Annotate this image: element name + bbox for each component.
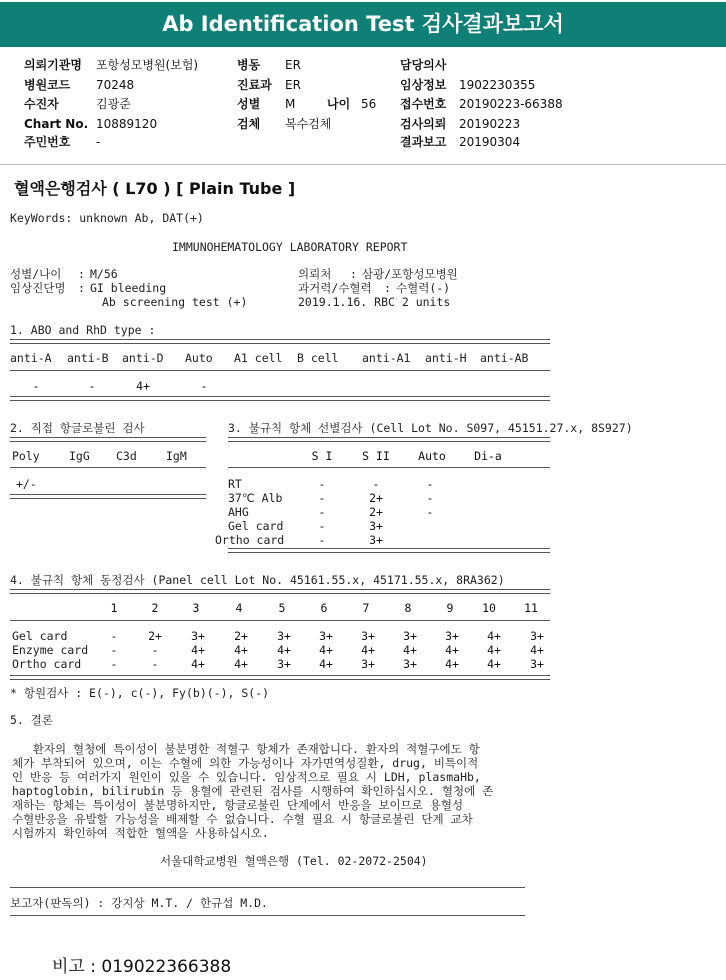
hospital-contact: 서울대학교병원 혈액은행 (Tel. 02-2072-2504) <box>160 854 428 868</box>
panel-value: 4+ <box>487 643 501 657</box>
screen-row-label: 37℃ Alb <box>228 491 283 505</box>
divider <box>228 467 550 468</box>
panel-value: 4+ <box>403 643 417 657</box>
diagnosis-label: 임상진단명 <box>10 281 66 295</box>
screen-value: 3+ <box>369 533 383 547</box>
screen-row-label: Ortho card <box>215 533 285 547</box>
divider <box>10 370 550 371</box>
header-value: 70248 <box>96 78 135 92</box>
divider <box>10 915 525 916</box>
panel-col: 9 <box>446 601 454 615</box>
panel-row-label: Ortho card <box>12 657 82 671</box>
divider <box>228 548 550 553</box>
header-label: 검체 <box>237 117 261 131</box>
screen-value: - <box>318 505 326 519</box>
report-banner: Ab Identification Test 검사결과보고서 <box>0 2 726 47</box>
history-label: 과거력/수혈력 <box>298 281 372 295</box>
screen-row-label: Gel card <box>228 519 284 533</box>
abo-col: anti-AB <box>480 351 529 365</box>
abo-col: B cell <box>297 351 339 365</box>
header-value: 김광준 <box>96 97 131 111</box>
panel-value: 3+ <box>361 657 375 671</box>
panel-value: 3+ <box>319 629 333 643</box>
panel-value: - <box>110 643 118 657</box>
conclusion-line: 재하는 항체는 특이성이 불분명하지만, 항글로불린 단계에서 반응을 보이므로 용혈성 <box>12 798 464 812</box>
panel-value: 4+ <box>191 657 205 671</box>
dat-col: Poly <box>12 449 40 463</box>
conclusion-line: 인 반응 등 여러가지 원인이 있을 수 있습니다. 임상적으로 필요 시 LDH, plasmaHb, <box>12 770 481 784</box>
abo-col: Auto <box>185 351 213 365</box>
panel-value: 4+ <box>530 643 544 657</box>
conclusion-line: 체가 부착되어 있으며, 이는 수혈에 의한 가능성이나 자가면역성질환, drug, 비특이적 <box>12 756 479 770</box>
abo-title: 1. ABO and RhD type : <box>10 323 156 337</box>
history-2: 2019.1.16. RBC 2 units <box>298 295 451 309</box>
divider <box>10 437 206 442</box>
header-value: 포항성모병원(보험) <box>96 58 199 72</box>
header-label: 임상정보 <box>400 78 447 92</box>
panel-value: - <box>151 643 159 657</box>
panel-col: 7 <box>362 601 370 615</box>
panel-col: 8 <box>404 601 412 615</box>
header-value: 56 <box>361 97 377 111</box>
header-label: 병원코드 <box>24 78 71 92</box>
panel-value: 4+ <box>319 643 333 657</box>
panel-value: - <box>151 657 159 671</box>
panel-col: 6 <box>320 601 328 615</box>
panel-col: 4 <box>235 601 243 615</box>
dat-value: +/- <box>16 477 37 491</box>
antigen-test: * 항원검사 : E(-), c(-), Fy(b)(-), S(-) <box>10 686 270 700</box>
panel-value: 3+ <box>277 657 291 671</box>
dat-col: C3d <box>116 449 137 463</box>
conclusion-title: 5. 결론 <box>10 713 53 727</box>
screen-value: 3+ <box>369 519 383 533</box>
screen-row-label: RT <box>228 477 242 491</box>
divider <box>10 396 550 401</box>
panel-value: 4+ <box>234 657 248 671</box>
panel-value: 4+ <box>319 657 333 671</box>
screen-value: - <box>426 505 434 519</box>
panel-col: 11 <box>524 601 538 615</box>
abo-col: A1 cell <box>234 351 283 365</box>
abo-value: - <box>88 379 96 393</box>
screen-value: 2+ <box>369 505 383 519</box>
screen-col: S I <box>311 449 333 463</box>
abo-value: - <box>200 379 208 393</box>
header-label: 진료과 <box>237 78 272 92</box>
panel-value: 3+ <box>403 629 417 643</box>
header-label: 나이 <box>327 97 351 111</box>
screen-value: - <box>318 491 326 505</box>
panel-value: - <box>110 629 118 643</box>
screen-value: - <box>426 491 434 505</box>
header-value: 20190223-66388 <box>459 97 563 111</box>
reporter: 보고자(판독의) : 강지상 M.T. / 한규섭 M.D. <box>10 896 268 910</box>
divider <box>228 437 550 442</box>
dat-col: IgM <box>166 449 187 463</box>
header-label: 성별 <box>237 97 261 111</box>
header-label: Chart No. <box>24 117 89 131</box>
panel-value: 2+ <box>148 629 162 643</box>
panel-value: 4+ <box>445 657 459 671</box>
header-label: 접수번호 <box>400 97 447 111</box>
header-value: ER <box>285 78 301 92</box>
panel-value: 4+ <box>191 643 205 657</box>
lab-report: KeyWords: unknown Ab, DAT(+) IMMUNOHEMATOLOGY LABORATORY REPORT 성별/나이 : M/56 임상진단명 : GI bleeding Ab screening test (+) 의뢰처 : 삼광/포항성모병원 과거력/수혈력 : 수혈력(-) 2019.1.16. RBC 2 units 1. ABO and RhD type : anti-A anti-B anti-D Auto A1 cell B cell anti-A1 anti-H anti-AB - - 4+ - 2. 직접 항글로불린 검사 Poly IgG C3d IgM +/- 3. 불규칙 항체 선별검사 (Cell Lot No. S097, 45151.27.x, 8S927) S I S II Auto Di-a RT - - - 37℃ Alb - 2+ - AHG - 2+ - Gel card - 3+ Ortho card - 3+ 4. 불규칙 항체 동정검사 (Panel cell Lot No. 45161.55.x, 45171.55.x, 8RA362) 1 2 3 4 5 6 7 8 9 10 11 Gel card - 2+ 3+ 2+ 3+ 3+ 3+ 3+ 3+ 4+ 3+ Enzyme card - - 4+ 4+ 4+ 4+ 4+ 4+ 4+ 4+ 4+ Ortho card - - 4+ 4+ 3+ 4+ 3+ 3+ 4+ 4+ 3+ * 항원검사 : E(-), c(-), Fy(b)(-), S(-) 5. 결론 환자의 혈청에 특이성이 불분명한 적혈구 항체가 존재합니다. 환자의 적혈구에도 항 체가 부착되어 있으며, 이는 수혈에 의한 가능성이나 자가면역성질환, drug, 비특이적 인 반응 등 여러가지 원인이 있을 수 있습니다. 임상적으로 필요 시 LDH, plasmaHb, haptoglobin, bilirubin 등 용혈에 관련된 검사를 시행하여 확인하십시오. 혈청에 존 재하는 항체는 특이성이 불분명하지만, 항글로불린 단계에서 반응을 보이므로 용혈성 수혈반응을 유발할 가능성을 배제할 수 없습니다. 수혈 필요 시 항글로불린 단계 교차 시험까지 확인하여 적합한 혈액을 사용하십시오. 서울대학교병원 혈액은행 (Tel. 02-2072-2504) 보고자(판독의) : 강지상 M.T. / 한규섭 M.D. <box>10 208 710 928</box>
header-value: - <box>96 135 101 149</box>
screen-value: 2+ <box>369 491 383 505</box>
conclusion-line: haptoglobin, bilirubin 등 용혈에 관련된 검사를 시행하여 확인하십시오. 혈청에 존 <box>12 784 494 798</box>
header-value: 복수검체 <box>285 117 332 131</box>
screen-value: - <box>372 477 380 491</box>
dat-title: 2. 직접 항글로불린 검사 <box>10 421 145 435</box>
header-label: 수진자 <box>24 97 59 111</box>
header-value: M <box>285 97 296 111</box>
lab-title: IMMUNOHEMATOLOGY LABORATORY REPORT <box>172 240 408 254</box>
divider <box>10 887 525 888</box>
header-label: 결과보고 <box>400 135 447 149</box>
keywords: KeyWords: unknown Ab, DAT(+) <box>10 211 204 225</box>
divider <box>10 467 206 468</box>
panel-row-label: Enzyme card <box>12 643 89 657</box>
panel-col: 10 <box>482 601 496 615</box>
header-label: 병동 <box>237 58 261 72</box>
panel-col: 5 <box>278 601 286 615</box>
panel-value: 3+ <box>530 657 544 671</box>
header-value: 10889120 <box>96 117 158 131</box>
panel-col: 2 <box>151 601 159 615</box>
header-value: 1902230355 <box>459 78 536 92</box>
header-value: ER <box>285 58 301 72</box>
header-label: 담당의사 <box>400 58 447 72</box>
panel-value: 4+ <box>487 657 501 671</box>
header-label: 검사의뢰 <box>400 117 447 131</box>
panel-title: 4. 불규칙 항체 동정검사 (Panel cell Lot No. 45161.55.x, 45171.55.x, 8RA362) <box>10 573 505 587</box>
screen-row-label: AHG <box>228 505 249 519</box>
panel-value: 4+ <box>277 643 291 657</box>
panel-value: 3+ <box>277 629 291 643</box>
divider <box>10 494 206 499</box>
requester: 삼광/포항성모병원 <box>362 267 458 281</box>
screen-col: Auto <box>418 449 446 463</box>
dat-col: IgG <box>69 449 90 463</box>
panel-value: 4+ <box>234 643 248 657</box>
panel-row-label: Gel card <box>12 629 68 643</box>
report-title: 혈액은행검사 ( L70 ) [ Plain Tube ] <box>14 179 296 198</box>
panel-value: 3+ <box>445 629 459 643</box>
panel-value: 3+ <box>191 629 205 643</box>
panel-value: 3+ <box>530 629 544 643</box>
divider <box>10 620 550 621</box>
header-value: 20190304 <box>459 135 521 149</box>
abo-col: anti-A1 <box>362 351 411 365</box>
header-value: 20190223 <box>459 117 521 131</box>
divider <box>10 589 550 594</box>
abo-col: anti-D <box>122 351 164 365</box>
panel-value: 4+ <box>361 643 375 657</box>
requester-label: 의뢰처 <box>298 267 332 281</box>
header-label: 의뢰기관명 <box>24 58 82 72</box>
history: 수혈력(-) <box>396 281 451 295</box>
conclusion-line: 시험까지 확인하여 적합한 혈액을 사용하십시오. <box>12 826 269 840</box>
screen-value: - <box>426 477 434 491</box>
screen-title: 3. 불규칙 항체 선별검사 (Cell Lot No. S097, 45151.27.x, 8S927) <box>228 421 633 435</box>
sex-age: M/56 <box>90 267 118 281</box>
screen-value: - <box>318 533 326 547</box>
conclusion-line: 환자의 혈청에 특이성이 불분명한 적혈구 항체가 존재합니다. 환자의 적혈구에도 항 <box>12 742 480 756</box>
conclusion-line: 수혈반응을 유발할 가능성을 배제할 수 없습니다. 수혈 필요 시 항글로불린 단계 교차 <box>12 812 473 826</box>
abo-col: anti-B <box>67 351 109 365</box>
divider <box>10 675 550 680</box>
screen-col: S II <box>362 449 390 463</box>
screen-value: - <box>318 519 326 533</box>
panel-value: 2+ <box>234 629 248 643</box>
panel-col: 3 <box>192 601 200 615</box>
header-divider <box>0 164 726 165</box>
screen-col: Di-a <box>474 449 502 463</box>
abo-value: - <box>32 379 40 393</box>
header-label: 주민번호 <box>24 135 71 149</box>
panel-value: 3+ <box>403 657 417 671</box>
remark-footer: 비고 : 019022366388 <box>52 957 232 977</box>
diagnosis-2: Ab screening test (+) <box>102 295 248 309</box>
panel-col: 1 <box>110 601 118 615</box>
sex-age-label: 성별/나이 <box>10 267 62 281</box>
divider <box>10 339 550 344</box>
panel-value: - <box>110 657 118 671</box>
abo-col: anti-H <box>425 351 467 365</box>
panel-value: 4+ <box>445 643 459 657</box>
abo-value: 4+ <box>136 379 150 393</box>
screen-value: - <box>318 477 326 491</box>
panel-value: 4+ <box>487 629 501 643</box>
diagnosis-1: GI bleeding <box>90 281 167 295</box>
abo-col: anti-A <box>10 351 52 365</box>
panel-value: 3+ <box>361 629 375 643</box>
